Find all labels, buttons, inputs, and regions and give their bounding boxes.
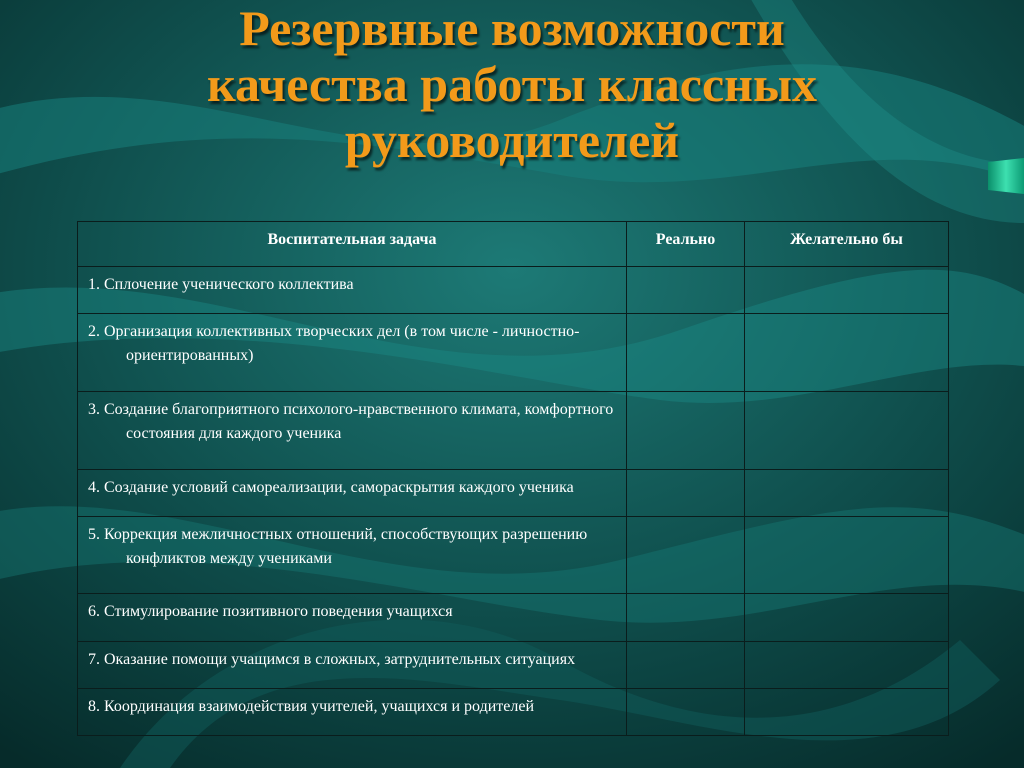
desired-cell	[745, 641, 949, 688]
task-text: 8. Координация взаимодействия учителей, учащихся и родителей	[88, 697, 535, 715]
desired-cell	[745, 469, 949, 516]
tasks-table	[77, 221, 949, 736]
title-line-1: Резервные возможности	[239, 0, 785, 56]
table-header-row	[78, 222, 949, 267]
table-row	[78, 391, 949, 469]
title-line-2: качества работы классных	[207, 56, 817, 112]
table-row	[78, 516, 949, 594]
task-cell	[78, 641, 627, 688]
real-cell	[627, 688, 745, 735]
header-task: Воспитательная задача	[78, 222, 627, 267]
header-desired: Желательно бы	[745, 222, 949, 267]
task-cell	[78, 267, 627, 314]
slide-title	[0, 0, 1024, 168]
real-cell	[627, 469, 745, 516]
desired-cell	[745, 391, 949, 469]
accent-tab-decoration	[988, 158, 1024, 194]
real-cell	[627, 641, 745, 688]
desired-cell	[745, 267, 949, 314]
title-line-3: руководителей	[344, 112, 680, 168]
task-text: 3. Создание благоприятного психолого-нравственного климата, комфортного состояния для каждого ученика	[88, 400, 614, 442]
task-text: 6. Стимулирование позитивного поведения учащихся	[88, 603, 453, 621]
header-real: Реально	[627, 222, 745, 267]
task-text: 5. Коррекция межличностных отношений, способствующих разрешению конфликтов между учениками	[88, 525, 588, 567]
task-cell	[78, 688, 627, 735]
task-cell	[78, 391, 627, 469]
desired-cell	[745, 594, 949, 641]
task-text: 2. Организация коллективных творческих дел (в том числе - личностно-ориентированных)	[88, 323, 580, 365]
desired-cell	[745, 314, 949, 392]
table-row	[78, 314, 949, 392]
desired-cell	[745, 688, 949, 735]
real-cell	[627, 391, 745, 469]
table-row	[78, 267, 949, 314]
table-row	[78, 641, 949, 688]
task-cell	[78, 594, 627, 641]
task-cell	[78, 516, 627, 594]
table-row	[78, 594, 949, 641]
task-text: 1. Сплочение ученического коллектива	[88, 276, 354, 293]
task-cell	[78, 469, 627, 516]
table-row	[78, 688, 949, 735]
task-cell	[78, 314, 627, 392]
real-cell	[627, 516, 745, 594]
real-cell	[627, 594, 745, 641]
real-cell	[627, 267, 745, 314]
task-text: 7. Оказание помощи учащимся в сложных, затруднительных ситуациях	[88, 650, 576, 668]
real-cell	[627, 314, 745, 392]
task-text: 4. Создание условий самореализации, самораскрытия каждого ученика	[88, 478, 574, 496]
table-row	[78, 469, 949, 516]
desired-cell	[745, 516, 949, 594]
